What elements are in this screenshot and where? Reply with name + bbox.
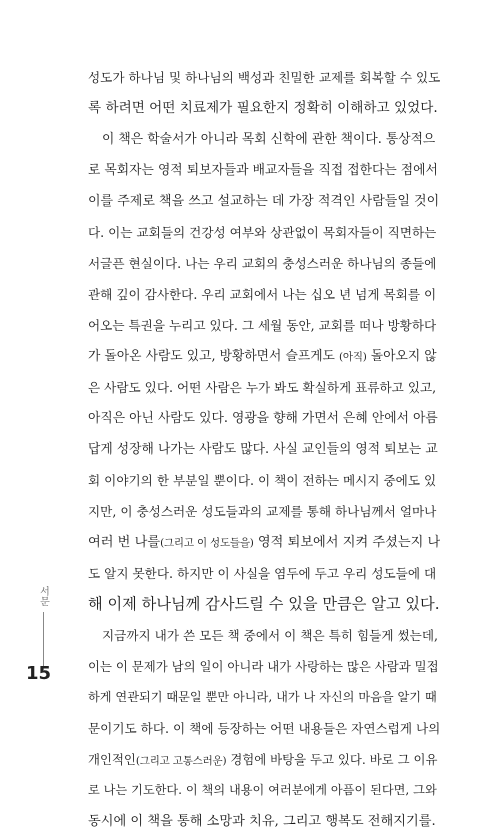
text-line bbox=[88, 527, 440, 558]
text-line: 서글픈 현실이다. 나는 우리 교회의 충성스러운 하나님의 종들에 bbox=[88, 256, 437, 271]
text-line: 지금까지 내가 쓴 모든 책 중에서 이 책은 특히 힘들게 썼는데, bbox=[102, 628, 439, 643]
text-line: 어오는 특권을 누리고 있다. 그 세월 동안, 교회를 떠나 방황하다 bbox=[88, 318, 437, 333]
text-line: 해 이제 하나님께 감사드릴 수 있을 만큼은 알고 있다. bbox=[88, 595, 440, 613]
text-segment: 돌아오지 않 bbox=[366, 349, 437, 364]
text-line: 록 하려면 어떤 치료제가 필요한지 정확히 이해하고 있었다. bbox=[88, 100, 438, 116]
text-segment: 여러 번 나를 bbox=[88, 535, 161, 550]
text-line: 회 이야기의 한 부분일 뿐이다. 이 책이 전하는 메시지 중에도 있 bbox=[88, 473, 437, 488]
text-segment: 개인적인 bbox=[88, 752, 136, 767]
text-line: 답게 성장해 나가는 사람도 많다. 사실 교인들의 영적 퇴보는 교 bbox=[88, 442, 438, 457]
text-line: 이를 주제로 책을 쓰고 설교하는 데 가장 적격인 사람들일 것이 bbox=[88, 194, 440, 209]
text-line: 은 사람도 있다. 어떤 사람은 누가 봐도 확실하게 표류하고 있고, bbox=[88, 380, 437, 395]
text-line: 지만, 이 충성스러운 성도들과의 교제를 통해 하나님께서 얼마나 bbox=[88, 504, 437, 519]
parenthetical-aside: (그리고 이 성도들을) bbox=[160, 537, 254, 549]
text-segment: 경험에 바탕을 두고 있다. 바로 그 이유 bbox=[226, 752, 438, 767]
page-number: 15 bbox=[26, 663, 52, 684]
text-segment: 가 돌아온 사람도 있고, 방황하면서 슬프게도 bbox=[88, 349, 339, 364]
text-line: 도 알지 못한다. 하지만 이 사실을 염두에 두고 우리 성도들에 대 bbox=[88, 566, 437, 581]
parenthetical-aside: (아직) bbox=[339, 351, 367, 363]
text-line: 로 목회자는 영적 퇴보자들과 배교자들을 직접 접한다는 점에서 bbox=[88, 163, 438, 178]
text-line: 하게 연관되기 때문일 뿐만 아니라, 내가 나 자신의 마음을 알기 때 bbox=[88, 690, 437, 704]
text-line bbox=[88, 744, 440, 775]
text-line bbox=[88, 341, 440, 372]
text-line: 문이기도 하다. 이 책에 등장하는 어떤 내용들은 자연스럽게 나의 bbox=[88, 721, 440, 736]
text-line: 이 책은 학술서가 아니라 목회 신학에 관한 책이다. 통상적으 bbox=[102, 132, 436, 147]
parenthetical-aside: (그리고 고통스러운) bbox=[135, 755, 227, 767]
body-text bbox=[88, 62, 440, 837]
paragraph bbox=[88, 62, 440, 124]
paragraph bbox=[88, 620, 440, 837]
section-rule bbox=[43, 612, 44, 670]
paragraph bbox=[88, 124, 440, 620]
text-segment: 영적 퇴보에서 지켜 주셨는지 나 bbox=[253, 535, 440, 550]
text-line: 아직은 아닌 사람도 있다. 영광을 향해 가면서 은혜 안에서 아름 bbox=[88, 411, 438, 426]
text-line: 동시에 이 책을 통해 소망과 치유, 그리고 행복도 전해지기를. bbox=[88, 814, 436, 829]
text-line: 다. 이는 교회들의 건강성 여부와 상관없이 목회자들이 직면하는 bbox=[88, 225, 437, 240]
text-line: 로 나는 기도한다. 이 책의 내용이 여러분에게 아픔이 된다면, 그와 bbox=[88, 783, 437, 797]
section-marker bbox=[28, 586, 58, 670]
text-line: 이는 이 문제가 남의 일이 아니라 내가 사랑하는 많은 사람과 밀접 bbox=[88, 659, 439, 674]
text-line: 성도가 하나님 및 하나님의 백성과 친밀한 교제를 회복할 수 있도 bbox=[88, 70, 440, 85]
section-label: 서문 bbox=[37, 586, 49, 606]
text-line: 관해 깊이 감사한다. 우리 교회에서 나는 십오 년 넘게 목회를 이 bbox=[88, 287, 437, 302]
